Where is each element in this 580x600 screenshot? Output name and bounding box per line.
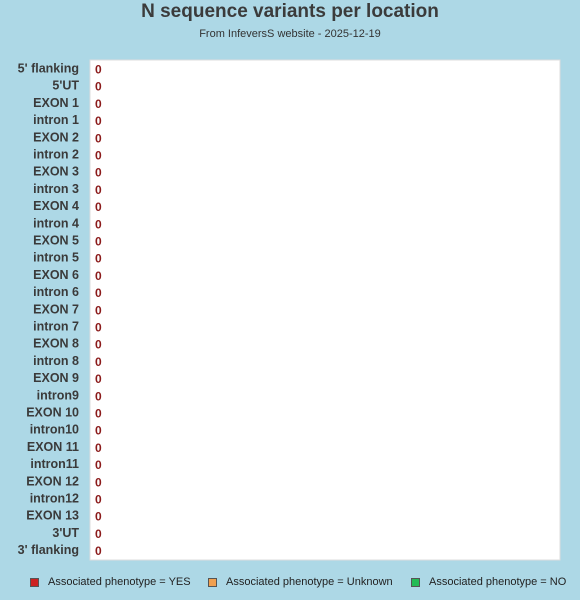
value-label: 0 [95, 389, 102, 404]
value-label: 0 [95, 182, 102, 197]
category-label: EXON 3 [33, 164, 79, 179]
value-label: 0 [95, 79, 102, 94]
value-label: 0 [95, 96, 102, 111]
value-label: 0 [95, 251, 102, 266]
value-label: 0 [95, 337, 102, 352]
category-label: intron12 [29, 491, 79, 506]
value-label: 0 [95, 268, 102, 283]
legend-label-no: Associated phenotype = NO [429, 576, 567, 588]
legend-swatch-yes [30, 578, 39, 587]
category-label: EXON 8 [33, 336, 79, 351]
value-label: 0 [95, 509, 102, 524]
value-label: 0 [95, 492, 102, 507]
category-label: EXON 2 [33, 130, 79, 145]
value-label: 0 [95, 148, 102, 163]
chart-title: N sequence variants per location [141, 1, 439, 22]
chart-legend [0, 575, 580, 589]
legend-swatch-no [411, 578, 420, 587]
category-label: 3' flanking [17, 543, 79, 558]
category-label: EXON 9 [33, 371, 79, 386]
category-label: intron 2 [33, 147, 79, 162]
value-label: 0 [95, 165, 102, 180]
value-label: 0 [95, 114, 102, 129]
value-label: 0 [95, 440, 102, 455]
legend-label-yes: Associated phenotype = YES [48, 576, 191, 588]
category-label: 5' flanking [17, 61, 79, 76]
value-label: 0 [95, 372, 102, 387]
value-label: 0 [95, 200, 102, 215]
plot-area [90, 60, 560, 560]
category-label: EXON 13 [26, 508, 79, 523]
category-label: intron 3 [33, 181, 79, 196]
category-label: intron 7 [33, 319, 79, 334]
category-label: EXON 5 [33, 233, 79, 248]
category-label: intron 6 [33, 285, 79, 300]
legend-item-yes [30, 575, 191, 589]
category-label: 5'UT [52, 78, 79, 93]
value-label: 0 [95, 354, 102, 369]
legend-item-no [411, 575, 566, 589]
value-label: 0 [95, 475, 102, 490]
category-label: intron 8 [33, 353, 79, 368]
legend-label-unknown: Associated phenotype = Unknown [226, 576, 393, 588]
category-label: 3'UT [52, 525, 79, 540]
category-label: EXON 7 [33, 302, 79, 317]
legend-swatch-unknown [208, 578, 217, 587]
value-label: 0 [95, 62, 102, 77]
value-label: 0 [95, 526, 102, 541]
category-label: intron 1 [33, 113, 79, 128]
category-label: EXON 1 [33, 95, 79, 110]
value-label: 0 [95, 544, 102, 559]
category-label: EXON 4 [33, 199, 79, 214]
category-label: intron10 [29, 422, 79, 437]
category-label: EXON 10 [26, 405, 79, 420]
category-label: intron 4 [33, 216, 79, 231]
value-label: 0 [95, 406, 102, 421]
category-label: EXON 6 [33, 267, 79, 282]
category-label: intron11 [30, 457, 79, 472]
category-label: intron9 [36, 388, 79, 403]
category-label: intron 5 [33, 250, 79, 265]
legend-item-unknown [208, 575, 393, 589]
value-label: 0 [95, 423, 102, 438]
value-label: 0 [95, 458, 102, 473]
value-label: 0 [95, 234, 102, 249]
value-label: 0 [95, 131, 102, 146]
category-label: EXON 12 [26, 474, 79, 489]
chart-subtitle: From InfeversS website - 2025-12-19 [199, 28, 381, 40]
value-label: 0 [95, 217, 102, 232]
value-label: 0 [95, 320, 102, 335]
category-label: EXON 11 [26, 439, 79, 454]
value-label: 0 [95, 286, 102, 301]
value-label: 0 [95, 303, 102, 318]
